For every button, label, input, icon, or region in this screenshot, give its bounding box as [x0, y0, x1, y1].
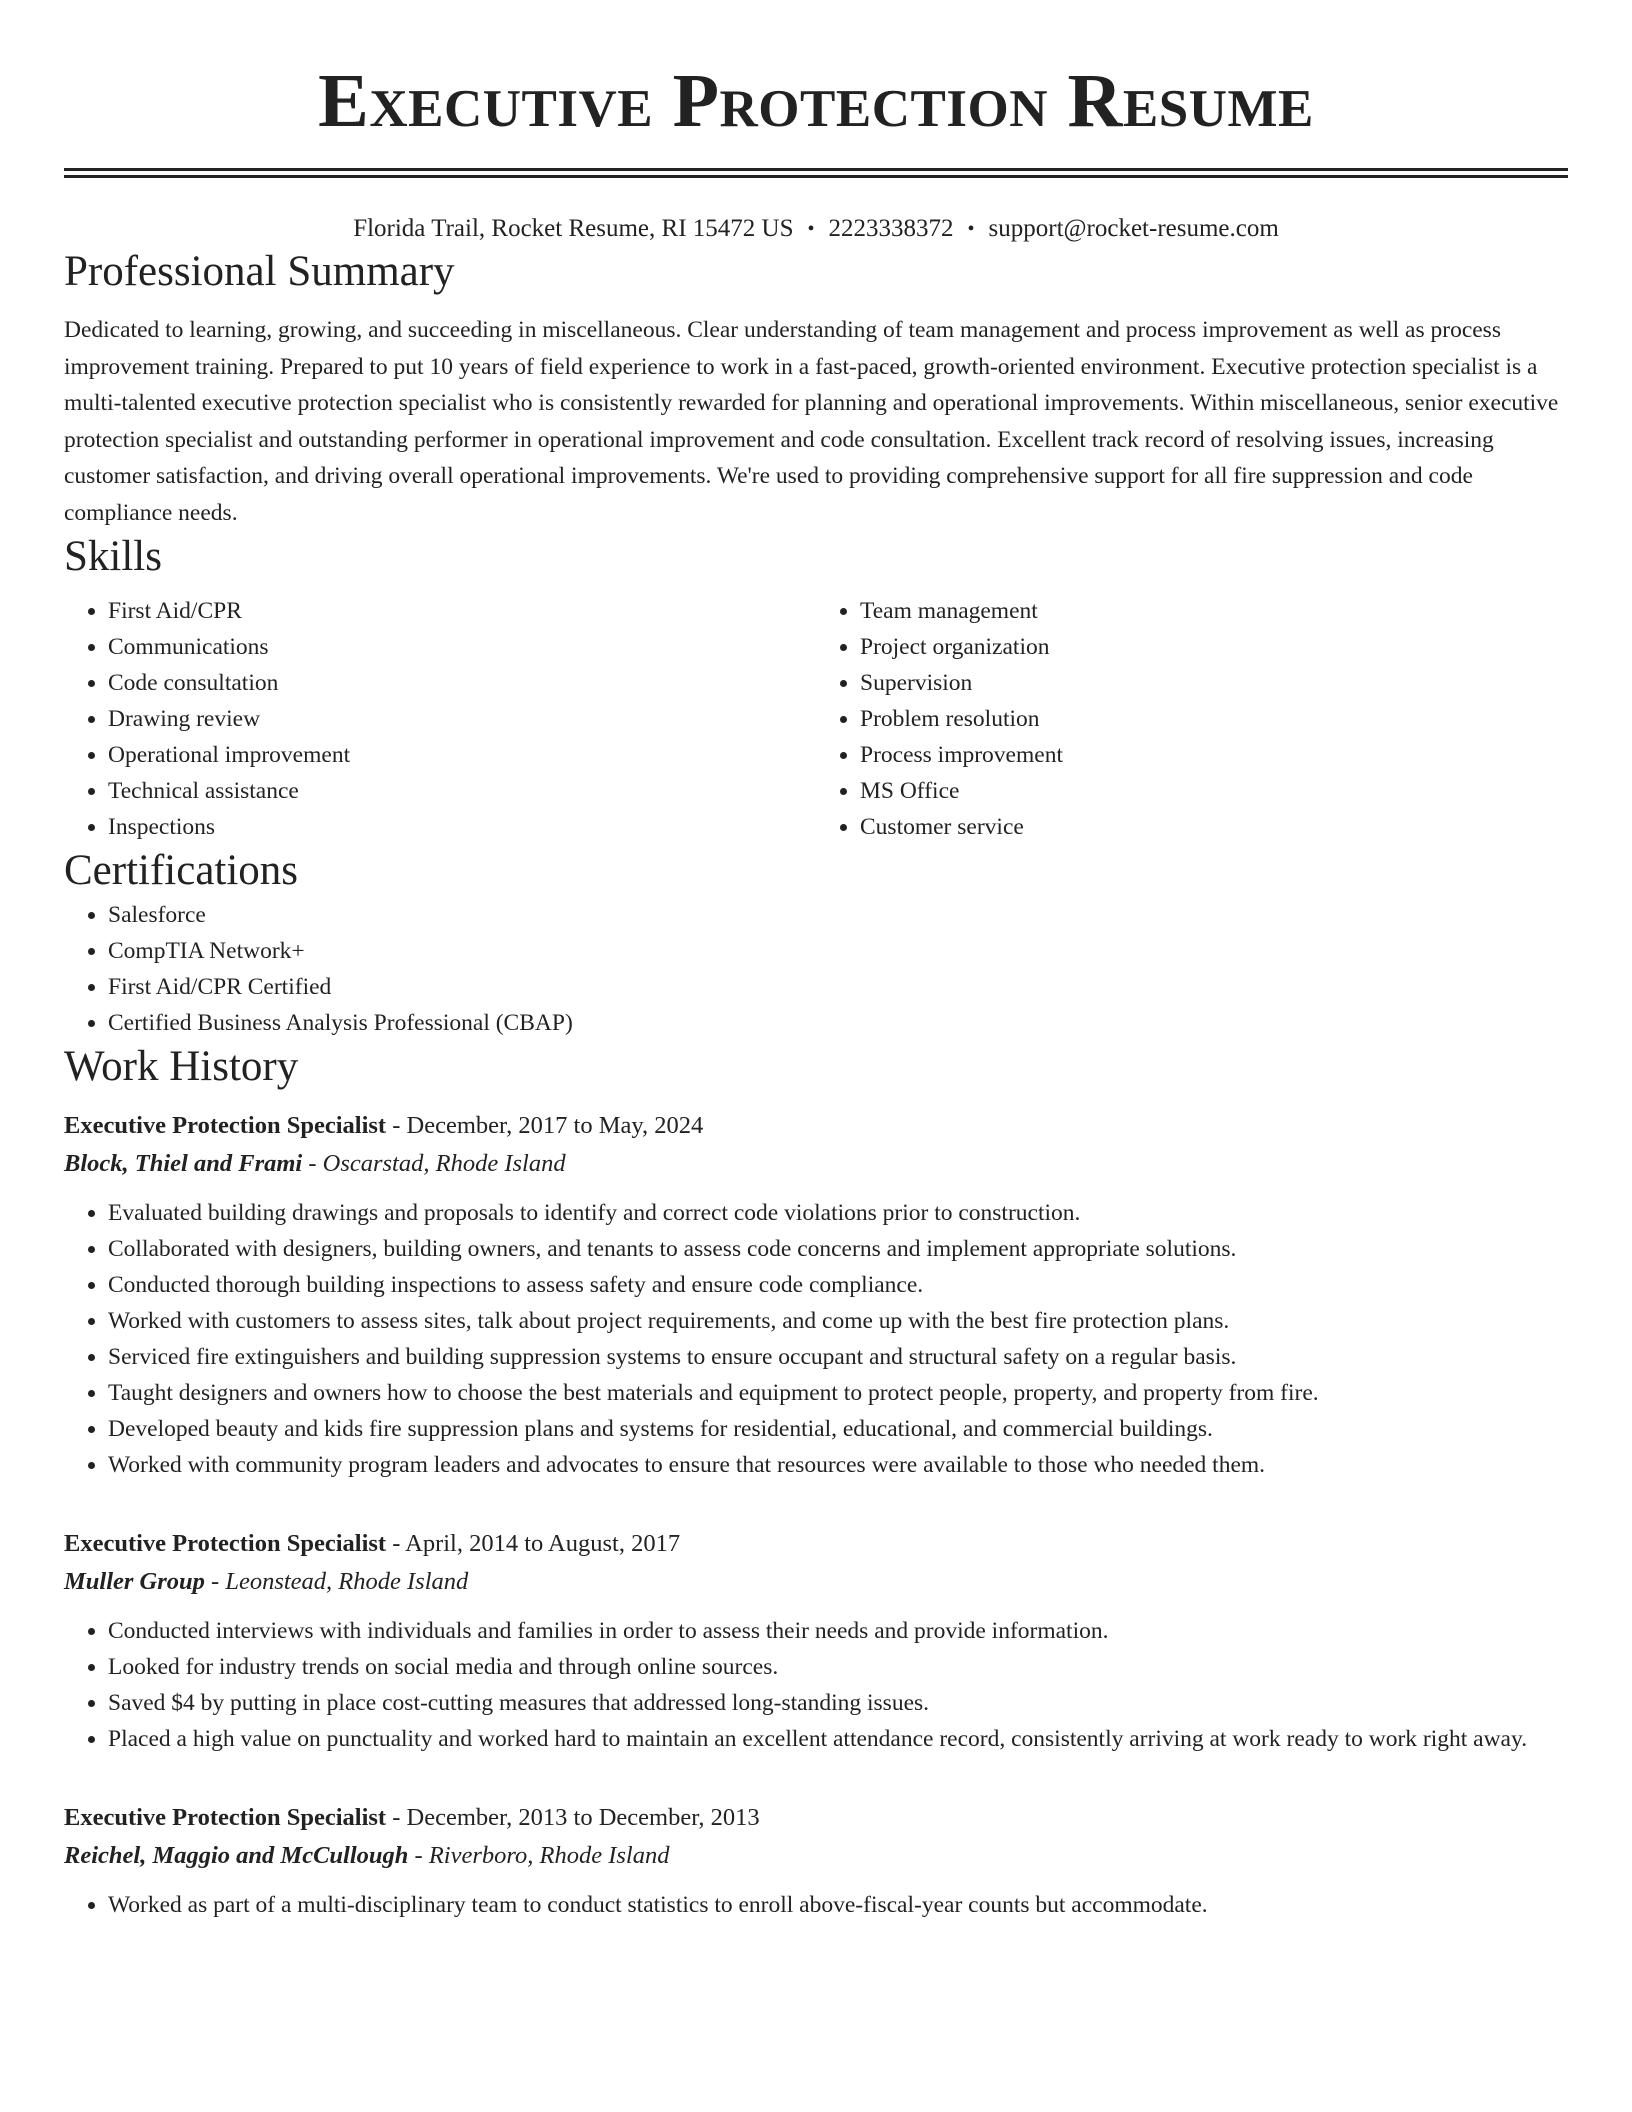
job-duty: • Taught designers and owners how to choose the best materials and equipment to protect people, property, and property from fire.: [108, 1375, 1568, 1411]
job-duty: • Conducted thorough building inspections to assess safety and ensure code compliance.: [108, 1267, 1568, 1303]
skill-item: • Supervision: [860, 665, 1568, 701]
job-entry: [64, 1525, 1568, 1757]
work-history-heading: Work History: [64, 1043, 299, 1090]
job-entry: [64, 1107, 1568, 1483]
skill-item: • Problem resolution: [860, 701, 1568, 737]
job-duty: • Worked with community program leaders and advocates to ensure that resources were available to those who needed them.: [108, 1447, 1568, 1483]
job-role: Executive Protection Specialist: [64, 1530, 387, 1557]
title-divider: [64, 168, 1568, 178]
job-dates: December, 2017 to May, 2024: [406, 1112, 704, 1139]
skills-list-left: [64, 593, 816, 845]
job-duties-list: [64, 1887, 1568, 1923]
skill-item: • Drawing review: [108, 701, 816, 737]
skill-item: • Code consultation: [108, 665, 816, 701]
skill-item: • Process improvement: [860, 737, 1568, 773]
contact-line: [64, 212, 1568, 246]
skill-item: • Team management: [860, 593, 1568, 629]
certification-item: • Certified Business Analysis Professional (CBAP): [108, 1005, 1568, 1041]
job-duties-list: [64, 1195, 1568, 1483]
contact-separator: •: [967, 218, 975, 240]
job-title-line: Executive Protection Specialist - December, 2017 to May, 2024: [64, 1112, 704, 1139]
job-company: Muller Group: [64, 1568, 205, 1595]
skill-item: • Communications: [108, 629, 816, 665]
summary-text: Dedicated to learning, growing, and succeeding in miscellaneous. Clear understanding of team management and process improvement as well as process improvement training. Prepared to put 10 years of field experience to work in a fast-paced, growth-oriented environment. Executive protection specialist is a multi-talented executive protection specialist who is consistently rewarded for planning and operational improvements. Within miscellaneous, senior executive protection specialist and outstanding performer in operational improvement and code consultation. Excellent track record of resolving issues, increasing customer satisfaction, and driving overall operational improvements. We're used to providing comprehensive support for all fire suppression and code compliance needs.: [64, 317, 1559, 526]
job-duty: • Conducted interviews with individuals and families in order to assess their needs and provide information.: [108, 1613, 1568, 1649]
job-title-line: Executive Protection Specialist - December, 2013 to December, 2013: [64, 1804, 760, 1831]
resume-page: [64, 0, 1568, 1923]
contact-separator: •: [807, 218, 815, 240]
job-duties-list: [64, 1613, 1568, 1757]
job-duty: • Worked as part of a multi-disciplinary team to conduct statistics to enroll above-fiscal-year counts but accommodate.: [108, 1887, 1568, 1923]
skill-item: • First Aid/CPR: [108, 593, 816, 629]
job-role: Executive Protection Specialist: [64, 1112, 387, 1139]
job-title-line: Executive Protection Specialist - April, 2014 to August, 2017: [64, 1530, 681, 1557]
skill-item: • Inspections: [108, 809, 816, 845]
certification-item: • First Aid/CPR Certified: [108, 969, 1568, 1005]
job-duty: • Collaborated with designers, building owners, and tenants to assess code concerns and implement appropriate solutions.: [108, 1231, 1568, 1267]
job-location: Leonstead, Rhode Island: [225, 1568, 469, 1595]
job-duty: • Worked with customers to assess sites, talk about project requirements, and come up with the best fire protection plans.: [108, 1303, 1568, 1339]
job-dates: April, 2014 to August, 2017: [405, 1530, 681, 1557]
skill-item: • Operational improvement: [108, 737, 816, 773]
job-duty: • Placed a high value on punctuality and worked hard to maintain an excellent attendance record, consistently arriving at work ready to work right away.: [108, 1721, 1568, 1757]
job-company: Block, Thiel and Frami: [64, 1150, 303, 1177]
job-duty: • Evaluated building drawings and proposals to identify and correct code violations prior to construction.: [108, 1195, 1568, 1231]
job-company-line: Reichel, Maggio and McCullough - Riverboro, Rhode Island: [64, 1842, 670, 1869]
job-company-line: Muller Group - Leonstead, Rhode Island: [64, 1568, 469, 1595]
skill-item: • Customer service: [860, 809, 1568, 845]
skills-columns: [64, 593, 1568, 845]
job-duty: • Developed beauty and kids fire suppression plans and systems for residential, educational, and commercial buildings.: [108, 1411, 1568, 1447]
job-entry: [64, 1799, 1568, 1923]
job-company-line: Block, Thiel and Frami - Oscarstad, Rhode Island: [64, 1150, 566, 1177]
certification-item: • Salesforce: [108, 897, 1568, 933]
contact-email: support@rocket-resume.com: [988, 215, 1279, 242]
skill-item: • Technical assistance: [108, 773, 816, 809]
contact-phone: 2223338372: [828, 215, 954, 242]
skills-heading: Skills: [64, 533, 162, 580]
job-duty: • Looked for industry trends on social media and through online sources.: [108, 1649, 1568, 1685]
job-location: Oscarstad, Rhode Island: [322, 1150, 566, 1177]
certifications-heading: Certifications: [64, 847, 299, 894]
job-duty: • Serviced fire extinguishers and building suppression systems to ensure occupant and structural safety on a regular basis.: [108, 1339, 1568, 1375]
job-duty: • Saved $4 by putting in place cost-cutting measures that addressed long-standing issues.: [108, 1685, 1568, 1721]
skills-list-right: [816, 593, 1568, 845]
certification-item: • CompTIA Network+: [108, 933, 1568, 969]
job-role: Executive Protection Specialist: [64, 1804, 387, 1831]
resume-title: Executive Protection Resume: [318, 59, 1314, 143]
skill-item: • MS Office: [860, 773, 1568, 809]
certifications-list: [64, 897, 1568, 1041]
job-dates: December, 2013 to December, 2013: [406, 1804, 760, 1831]
contact-address: Florida Trail, Rocket Resume, RI 15472 US: [353, 215, 794, 242]
summary-heading: Professional Summary: [64, 248, 455, 295]
job-location: Riverboro, Rhode Island: [428, 1842, 670, 1869]
skill-item: • Project organization: [860, 629, 1568, 665]
job-company: Reichel, Maggio and McCullough: [64, 1842, 409, 1869]
